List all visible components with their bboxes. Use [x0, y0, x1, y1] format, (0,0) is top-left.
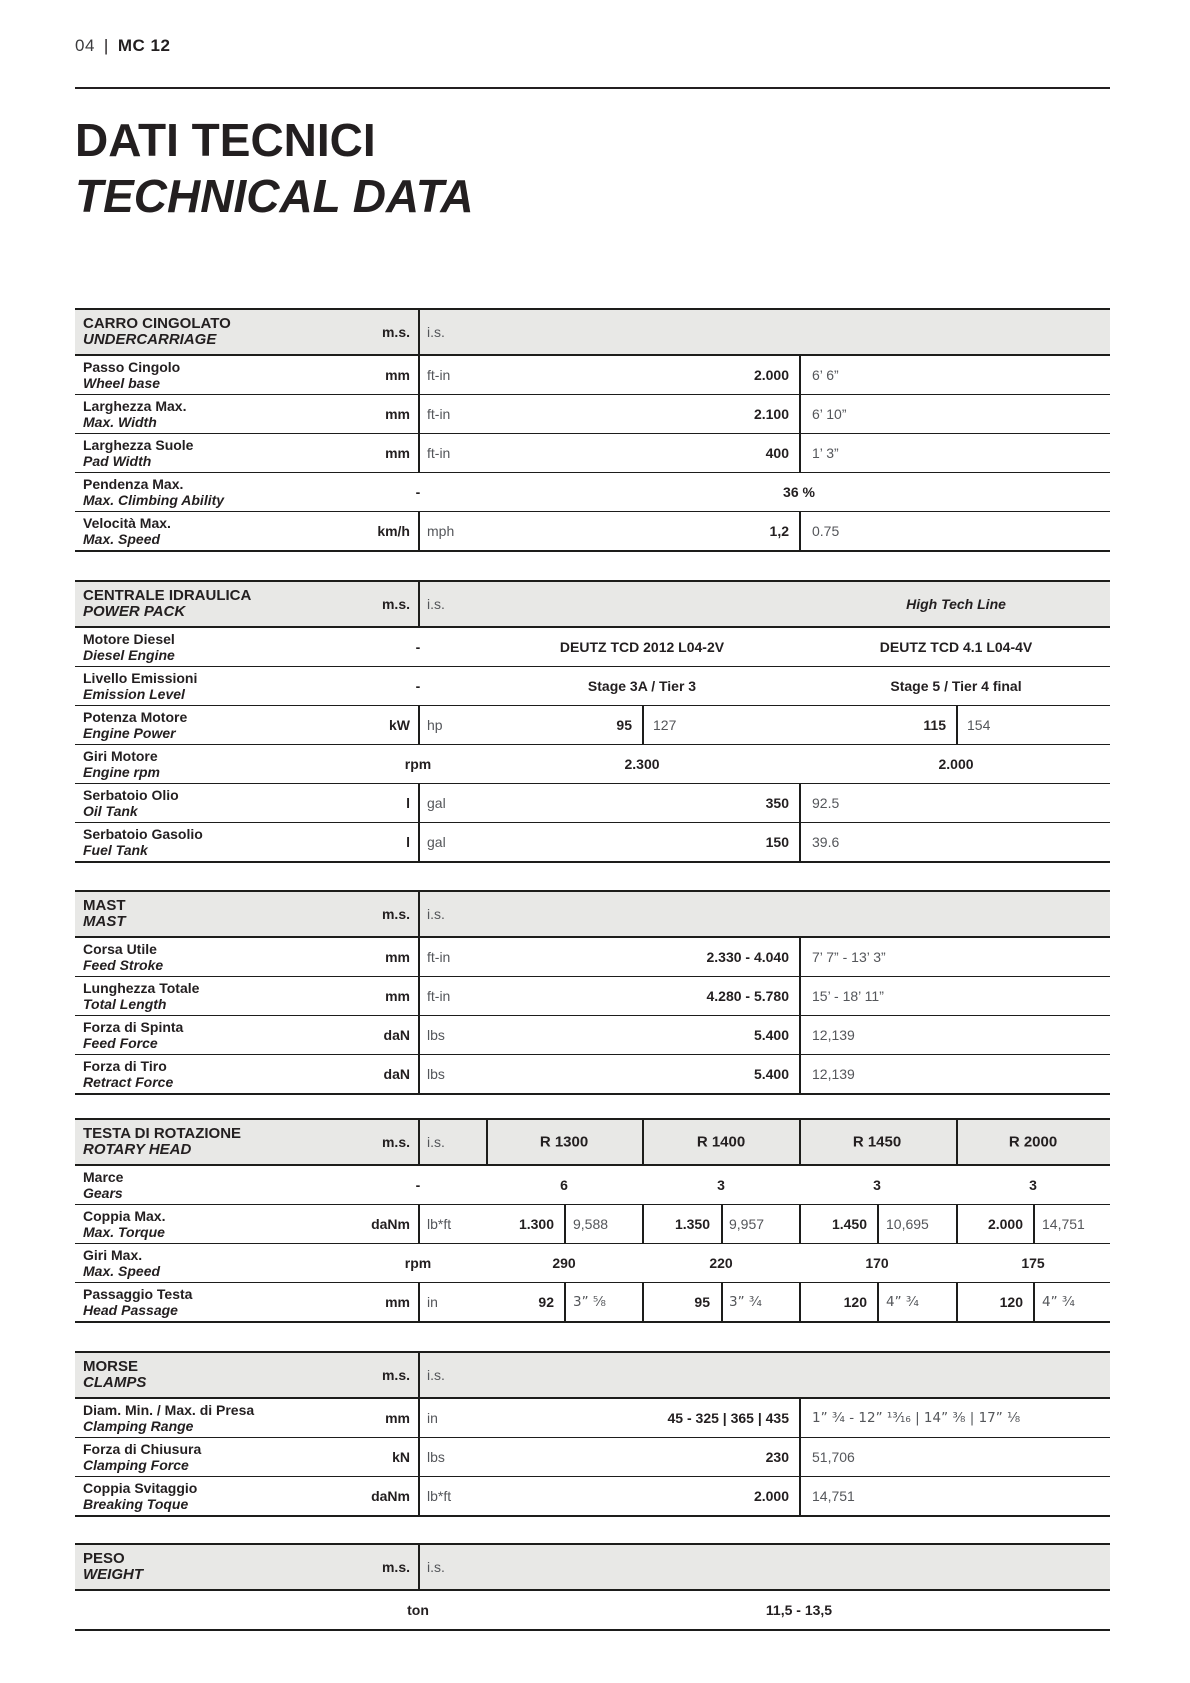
value-imperial: 39.6 [812, 834, 840, 850]
spec-row [75, 628, 1110, 666]
column-divider [418, 938, 420, 976]
column-divider [799, 938, 801, 976]
value-metric: 150 [765, 834, 789, 850]
value-imperial: 14,751 [812, 1488, 855, 1504]
label-italian: Passo Cingolo [83, 358, 181, 375]
metric-unit-header: m.s. [381, 1367, 410, 1383]
label-english: Clamping Range [83, 1418, 194, 1434]
unit-imperial: lbs [427, 1449, 445, 1465]
spec-row [75, 822, 1110, 861]
spec-row [75, 472, 1110, 511]
column-divider [956, 706, 958, 744]
column-divider [418, 1545, 420, 1589]
unit-imperial: ft-in [427, 445, 451, 461]
spec-table-clamps [75, 1351, 1110, 1517]
spec-row [75, 1282, 1110, 1321]
value-metric: 350 [765, 795, 789, 811]
label-english: Pad Width [83, 453, 152, 469]
column-divider [877, 1205, 879, 1243]
spec-row [75, 1243, 1110, 1282]
column-divider [799, 512, 801, 550]
page-header-separator: | [103, 36, 109, 55]
value-r1400-imperial: 9,957 [729, 1216, 765, 1232]
value-r1450: 170 [865, 1255, 889, 1271]
column-divider [418, 784, 420, 822]
value-metric: 2.000 [753, 367, 789, 383]
label-italian: Livello Emissioni [83, 669, 198, 686]
table-title-english: MAST [83, 913, 126, 930]
table-header [75, 582, 1110, 628]
column-divider [1033, 1205, 1035, 1243]
unit-imperial: gal [427, 795, 446, 811]
unit-imperial: lbs [427, 1066, 445, 1082]
label-italian: Corsa Utile [83, 940, 157, 957]
column-divider [799, 395, 801, 433]
value-r1400: 220 [709, 1255, 733, 1271]
label-italian: Giri Max. [83, 1246, 143, 1263]
unit-metric: kN [392, 1449, 410, 1465]
spec-row [75, 1015, 1110, 1054]
spec-table-mast [75, 890, 1110, 1095]
column-divider [799, 1399, 801, 1437]
label-english: Fuel Tank [83, 842, 148, 858]
label-italian: Serbatoio Gasolio [83, 825, 203, 842]
spec-row [75, 705, 1110, 744]
value-r1450-metric: 1.450 [831, 1216, 867, 1232]
label-italian: Larghezza Max. [83, 397, 187, 414]
value-metric: 2.000 [753, 1488, 789, 1504]
value-hightech: 2.000 [938, 756, 974, 772]
spec-row [75, 1204, 1110, 1243]
label-italian: Marce [83, 1168, 124, 1185]
label-italian: Pendenza Max. [83, 475, 184, 492]
column-divider [418, 706, 420, 744]
column-divider [418, 1353, 420, 1397]
column-header-r1400: R 1400 [696, 1133, 746, 1151]
unit-imperial: gal [427, 834, 446, 850]
unit-metric: l [406, 834, 410, 850]
value-metric: 5.400 [753, 1066, 789, 1082]
value-imperial: 92.5 [812, 795, 840, 811]
value-standard: Stage 3A / Tier 3 [587, 678, 697, 694]
column-divider [799, 356, 801, 394]
value-r2000-imperial: 4” ³⁄₄ [1042, 1294, 1075, 1310]
unit-shared: rpm [404, 1255, 432, 1271]
column-divider [418, 310, 420, 354]
table-header [75, 310, 1110, 356]
column-divider [799, 1438, 801, 1476]
spec-row [75, 1166, 1110, 1204]
page-title [75, 112, 474, 224]
column-divider [418, 1055, 420, 1093]
column-divider [956, 1120, 958, 1164]
unit-shared: rpm [404, 756, 432, 772]
label-italian: Forza di Chiusura [83, 1440, 202, 1457]
variant-header: High Tech Line [906, 596, 1006, 612]
column-divider [418, 1205, 420, 1243]
label-english: Head Passage [83, 1302, 178, 1318]
value-r1300: 290 [552, 1255, 576, 1271]
value-imperial: 6’ 10” [812, 406, 847, 422]
value-imperial: 1’ 3” [812, 445, 839, 461]
spec-row [75, 394, 1110, 433]
page-header [75, 36, 170, 56]
spec-table-rotary-head [75, 1118, 1110, 1323]
column-divider [721, 1205, 723, 1243]
table-title-english: ROTARY HEAD [83, 1141, 192, 1158]
label-italian: Larghezza Suole [83, 436, 194, 453]
label-italian: Forza di Spinta [83, 1018, 184, 1035]
spec-row [75, 1591, 1110, 1629]
column-divider [418, 1477, 420, 1515]
value-r1400: 3 [717, 1177, 725, 1193]
column-divider [799, 977, 801, 1015]
table-title-english: CLAMPS [83, 1374, 147, 1391]
unit-imperial: ft-in [427, 949, 451, 965]
spec-row [75, 783, 1110, 822]
spec-row [75, 433, 1110, 472]
value-r1400-metric: 95 [694, 1294, 710, 1310]
imperial-unit-header: i.s. [427, 596, 445, 612]
column-divider [418, 1283, 420, 1321]
unit-metric: mm [385, 1410, 410, 1426]
column-divider [799, 823, 801, 861]
value-hightech-metric: 115 [923, 717, 946, 733]
value-standard-imperial: 127 [653, 717, 677, 733]
value-shared: 11,5 - 13,5 [765, 1602, 833, 1618]
value-hightech: Stage 5 / Tier 4 final [890, 678, 1022, 694]
unit-metric: mm [385, 949, 410, 965]
column-divider [418, 1438, 420, 1476]
value-r1300-imperial: 3” ⁵⁄₈ [573, 1294, 606, 1310]
imperial-unit-header: i.s. [427, 1367, 445, 1383]
model-name: MC 12 [117, 36, 171, 55]
value-r1300-metric: 92 [538, 1294, 554, 1310]
unit-shared: - [415, 1177, 421, 1193]
unit-metric: daNm [371, 1216, 410, 1232]
value-shared: 36 % [783, 484, 815, 500]
value-metric: 4.280 - 5.780 [706, 988, 789, 1004]
label-english: Max. Speed [83, 531, 161, 547]
label-english: Max. Speed [83, 1263, 161, 1279]
value-hightech: DEUTZ TCD 4.1 L04-4V [879, 639, 1033, 655]
table-title-italian: CARRO CINGOLATO [83, 314, 231, 332]
value-metric: 2.100 [753, 406, 789, 422]
column-divider [799, 1120, 801, 1164]
label-english: Engine rpm [83, 764, 161, 780]
label-english: Max. Width [83, 414, 157, 430]
unit-shared: - [415, 484, 421, 500]
unit-metric: daNm [371, 1488, 410, 1504]
table-title-english: UNDERCARRIAGE [83, 331, 217, 348]
spec-table-power-pack [75, 580, 1110, 863]
column-header-r1450: R 1450 [852, 1133, 902, 1151]
spec-row [75, 976, 1110, 1015]
label-english: Diesel Engine [83, 647, 175, 663]
value-r1450-imperial: 10,695 [886, 1216, 929, 1232]
value-standard-metric: 95 [616, 717, 632, 733]
page-title-english: TECHNICAL DATA [75, 170, 474, 222]
imperial-unit-header: i.s. [427, 1134, 445, 1150]
unit-metric: mm [385, 988, 410, 1004]
value-hightech-imperial: 154 [967, 717, 991, 733]
label-english: Total Length [83, 996, 167, 1012]
table-header [75, 892, 1110, 938]
page-number: 04 [75, 36, 95, 55]
spec-row [75, 938, 1110, 976]
unit-imperial: ft-in [427, 988, 451, 1004]
label-english: Breaking Toque [83, 1496, 189, 1512]
metric-unit-header: m.s. [381, 596, 410, 612]
value-r1450-imperial: 4” ³⁄₄ [886, 1294, 919, 1310]
column-divider [564, 1205, 566, 1243]
value-r2000-imperial: 14,751 [1042, 1216, 1085, 1232]
metric-unit-header: m.s. [381, 1134, 410, 1150]
column-header-r1300: R 1300 [539, 1133, 589, 1151]
value-imperial: 6’ 6” [812, 367, 839, 383]
label-italian: Velocità Max. [83, 514, 171, 531]
table-title-italian: PESO [83, 1549, 125, 1567]
label-italian: Passaggio Testa [83, 1285, 193, 1302]
column-divider [799, 1477, 801, 1515]
column-header-r2000: R 2000 [1008, 1133, 1058, 1151]
unit-imperial: lb*ft [427, 1488, 452, 1504]
column-divider [1033, 1283, 1035, 1321]
value-imperial: 51,706 [812, 1449, 855, 1465]
label-english: Feed Force [83, 1035, 158, 1051]
label-english: Emission Level [83, 686, 185, 702]
imperial-unit-header: i.s. [427, 1559, 445, 1575]
spec-row [75, 744, 1110, 783]
metric-unit-header: m.s. [381, 324, 410, 340]
column-divider [642, 706, 644, 744]
spec-row [75, 356, 1110, 394]
label-english: Feed Stroke [83, 957, 164, 973]
label-italian: Lunghezza Totale [83, 979, 200, 996]
label-italian: Forza di Tiro [83, 1057, 167, 1074]
label-english: Gears [83, 1185, 123, 1201]
column-divider [418, 395, 420, 433]
unit-metric: daN [383, 1066, 410, 1082]
value-imperial: 7’ 7” - 13’ 3” [812, 949, 886, 965]
label-english: Retract Force [83, 1074, 174, 1090]
column-divider [799, 1055, 801, 1093]
column-divider [418, 823, 420, 861]
table-title-italian: MORSE [83, 1357, 139, 1375]
spec-row [75, 1437, 1110, 1476]
spec-row [75, 1399, 1110, 1437]
column-divider [418, 356, 420, 394]
spec-row [75, 1054, 1110, 1093]
label-english: Wheel base [83, 375, 161, 391]
value-imperial: 12,139 [812, 1027, 855, 1043]
column-divider [418, 977, 420, 1015]
column-divider [564, 1283, 566, 1321]
unit-metric: daN [383, 1027, 410, 1043]
unit-shared: ton [407, 1602, 429, 1618]
table-title-english: WEIGHT [83, 1566, 143, 1583]
column-divider [418, 582, 420, 626]
label-english: Oil Tank [83, 803, 138, 819]
column-divider [418, 1399, 420, 1437]
unit-metric: mm [385, 406, 410, 422]
label-italian: Serbatoio Olio [83, 786, 179, 803]
value-r1300: 6 [560, 1177, 568, 1193]
label-italian: Potenza Motore [83, 708, 188, 725]
table-header [75, 1545, 1110, 1591]
unit-imperial: hp [427, 717, 443, 733]
label-italian: Diam. Min. / Max. di Presa [83, 1401, 255, 1418]
unit-metric: km/h [377, 523, 410, 539]
label-italian: Giri Motore [83, 747, 158, 764]
spec-table-weight [75, 1543, 1110, 1631]
value-standard: 2.300 [624, 756, 660, 772]
label-italian: Motore Diesel [83, 630, 175, 647]
value-standard: DEUTZ TCD 2012 L04-2V [559, 639, 725, 655]
value-imperial: 12,139 [812, 1066, 855, 1082]
label-english: Max. Torque [83, 1224, 165, 1240]
unit-imperial: lb*ft [427, 1216, 452, 1232]
unit-metric: mm [385, 445, 410, 461]
value-metric: 1,2 [769, 523, 789, 539]
value-r1400-metric: 1.350 [674, 1216, 710, 1232]
value-imperial: 15’ - 18’ 11” [812, 988, 884, 1004]
imperial-unit-header: i.s. [427, 906, 445, 922]
value-r1450-metric: 120 [843, 1294, 867, 1310]
label-english: Max. Climbing Ability [83, 492, 225, 508]
column-divider [877, 1283, 879, 1321]
column-divider [486, 1120, 488, 1164]
value-metric: 45 - 325 | 365 | 435 [667, 1410, 789, 1426]
label-english: Clamping Force [83, 1457, 189, 1473]
column-divider [418, 1120, 420, 1164]
table-header [75, 1120, 1110, 1166]
table-title-italian: TESTA DI ROTAZIONE [83, 1124, 242, 1142]
value-metric: 400 [765, 445, 789, 461]
value-metric: 2.330 - 4.040 [706, 949, 789, 965]
value-r1400-imperial: 3” ³⁄₄ [729, 1294, 762, 1310]
unit-imperial: mph [427, 523, 455, 539]
spec-table-undercarriage [75, 308, 1110, 552]
unit-shared: - [415, 639, 421, 655]
value-r2000: 3 [1029, 1177, 1037, 1193]
spec-row [75, 511, 1110, 550]
label-italian: Coppia Max. [83, 1207, 166, 1224]
value-r1450: 3 [873, 1177, 881, 1193]
spec-row [75, 1476, 1110, 1515]
spec-row [75, 666, 1110, 705]
value-imperial: 0.75 [812, 523, 840, 539]
value-r1300-metric: 1.300 [518, 1216, 554, 1232]
column-divider [721, 1283, 723, 1321]
value-metric: 5.400 [753, 1027, 789, 1043]
value-r2000-metric: 120 [999, 1294, 1023, 1310]
unit-imperial: lbs [427, 1027, 445, 1043]
table-title-english: POWER PACK [83, 603, 186, 620]
table-title-italian: MAST [83, 896, 126, 914]
unit-shared: - [415, 678, 421, 694]
unit-metric: l [406, 795, 410, 811]
value-r1300-imperial: 9,588 [573, 1216, 609, 1232]
metric-unit-header: m.s. [381, 1559, 410, 1575]
imperial-unit-header: i.s. [427, 324, 445, 340]
unit-metric: mm [385, 1294, 410, 1310]
unit-imperial: ft-in [427, 406, 451, 422]
unit-imperial: ft-in [427, 367, 451, 383]
column-divider [418, 892, 420, 936]
column-divider [799, 784, 801, 822]
value-metric: 230 [765, 1449, 789, 1465]
column-divider [799, 434, 801, 472]
page-title-italian: DATI TECNICI [75, 114, 376, 166]
column-divider [418, 1016, 420, 1054]
value-r2000: 175 [1021, 1255, 1045, 1271]
table-title-italian: CENTRALE IDRAULICA [83, 586, 252, 604]
label-english: Engine Power [83, 725, 176, 741]
value-r2000-metric: 2.000 [987, 1216, 1023, 1232]
table-header [75, 1353, 1110, 1399]
column-divider [642, 1120, 644, 1164]
unit-metric: mm [385, 367, 410, 383]
unit-imperial: in [427, 1410, 438, 1426]
column-divider [799, 1016, 801, 1054]
label-italian: Coppia Svitaggio [83, 1479, 198, 1496]
column-divider [418, 512, 420, 550]
column-divider [418, 434, 420, 472]
unit-imperial: in [427, 1294, 438, 1310]
unit-metric: kW [389, 717, 410, 733]
metric-unit-header: m.s. [381, 906, 410, 922]
value-imperial: 1” ³⁄₄ - 12” ¹³⁄₁₆ | 14” ³⁄₈ | 17” ¹⁄₈ [812, 1410, 1021, 1426]
header-rule [75, 87, 1110, 89]
